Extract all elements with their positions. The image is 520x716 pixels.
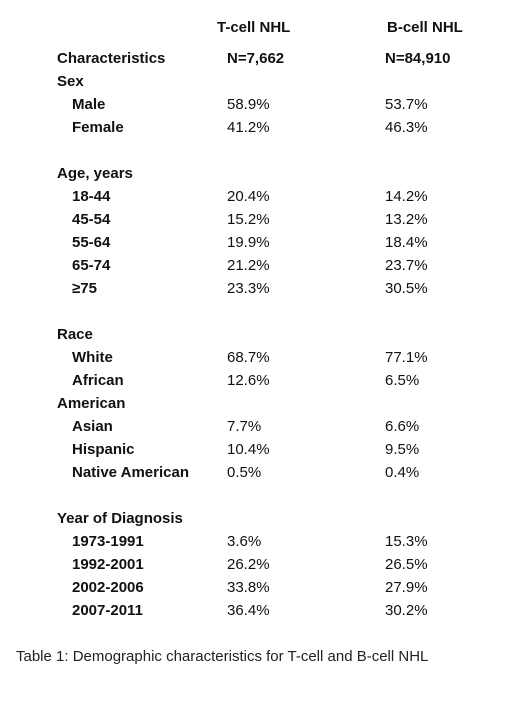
- tcell-value: 58.9%: [227, 96, 270, 113]
- bcell-value: 15.3%: [385, 533, 428, 550]
- tcell-value: 21.2%: [227, 257, 270, 274]
- table-row: [0, 48, 520, 70]
- row-label: 45-54: [72, 211, 111, 228]
- row-label: 18-44: [72, 188, 111, 205]
- table-row: [0, 232, 520, 254]
- table-row: [0, 209, 520, 231]
- tcell-value: 36.4%: [227, 602, 270, 619]
- bcell-value: 30.2%: [385, 602, 428, 619]
- table-row: [0, 393, 520, 415]
- table-row: [0, 186, 520, 208]
- bcell-value: 6.6%: [385, 418, 420, 435]
- table-row: [0, 577, 520, 599]
- bcell-value: 77.1%: [385, 349, 428, 366]
- bcell-value: N=84,910: [385, 50, 451, 67]
- table-caption: Table 1: Demographic characteristics for T-cell and B-cell NHL: [16, 648, 429, 665]
- tcell-value: 0.5%: [227, 464, 262, 481]
- row-label: African: [72, 372, 124, 389]
- bcell-value: 0.4%: [385, 464, 420, 481]
- bcell-value: 26.5%: [385, 556, 428, 573]
- table-row: [0, 117, 520, 139]
- table-row: [0, 370, 520, 392]
- row-label: Hispanic: [72, 441, 135, 458]
- table-row: [0, 71, 520, 93]
- table-row: [0, 554, 520, 576]
- row-label: Native American: [72, 464, 189, 481]
- tcell-value: 7.7%: [227, 418, 262, 435]
- row-label: Race: [57, 326, 93, 343]
- bcell-value: 14.2%: [385, 188, 428, 205]
- tcell-value: 19.9%: [227, 234, 270, 251]
- tcell-value: 10.4%: [227, 441, 270, 458]
- bcell-value: 13.2%: [385, 211, 428, 228]
- table-row: [0, 508, 520, 530]
- table-row: [0, 94, 520, 116]
- tcell-value: N=7,662: [227, 50, 285, 67]
- row-label: 55-64: [72, 234, 111, 251]
- bcell-value: 6.5%: [385, 372, 420, 389]
- row-label: American: [57, 395, 126, 412]
- tcell-value: 3.6%: [227, 533, 262, 550]
- row-label: Sex: [57, 73, 84, 90]
- table-row: [0, 600, 520, 622]
- row-label: Year of Diagnosis: [57, 510, 183, 527]
- bcell-value: 53.7%: [385, 96, 428, 113]
- table-row: [0, 324, 520, 346]
- table-row: [0, 462, 520, 484]
- row-label: Characteristics: [57, 50, 166, 67]
- row-label: White: [72, 349, 113, 366]
- bcell-value: 23.7%: [385, 257, 428, 274]
- tcell-value: 33.8%: [227, 579, 270, 596]
- row-label: 1973-1991: [72, 533, 144, 550]
- bcell-value: 27.9%: [385, 579, 428, 596]
- tcell-value: 23.3%: [227, 280, 270, 297]
- bcell-value: 30.5%: [385, 280, 428, 297]
- tcell-value: 41.2%: [227, 119, 270, 136]
- table-row: [0, 439, 520, 461]
- row-label: Male: [72, 96, 106, 113]
- table-row: [0, 531, 520, 553]
- bcell-value: 18.4%: [385, 234, 428, 251]
- row-label: Age, years: [57, 165, 133, 182]
- row-label: Asian: [72, 418, 113, 435]
- row-label: 1992-2001: [72, 556, 144, 573]
- row-label: 2002-2006: [72, 579, 144, 596]
- column-header-bcell: B-cell NHL: [387, 19, 463, 36]
- table-row: [0, 416, 520, 438]
- tcell-value: 20.4%: [227, 188, 270, 205]
- bcell-value: 46.3%: [385, 119, 428, 136]
- table-row: [0, 255, 520, 277]
- row-label: 2007-2011: [72, 602, 143, 619]
- row-label: ≥75: [72, 280, 97, 297]
- table-row: [0, 163, 520, 185]
- row-label: 65-74: [72, 257, 111, 274]
- row-label: Female: [72, 119, 124, 136]
- tcell-value: 12.6%: [227, 372, 270, 389]
- tcell-value: 15.2%: [227, 211, 270, 228]
- tcell-value: 26.2%: [227, 556, 270, 573]
- table-row: [0, 278, 520, 300]
- table-row: [0, 347, 520, 369]
- bcell-value: 9.5%: [385, 441, 420, 458]
- column-header-tcell: T-cell NHL: [217, 19, 291, 36]
- tcell-value: 68.7%: [227, 349, 270, 366]
